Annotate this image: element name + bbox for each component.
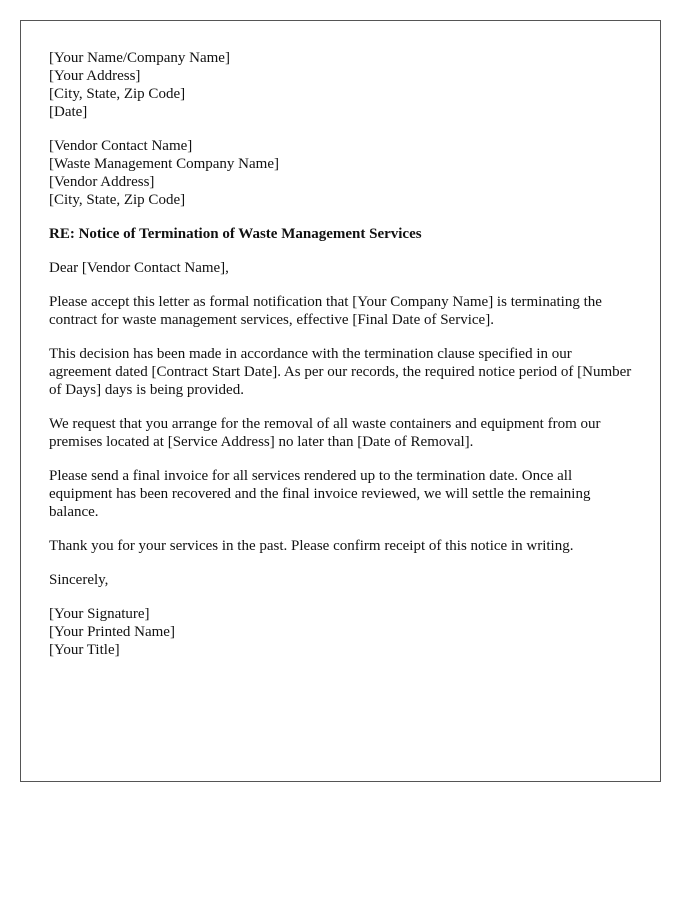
signature-block [49, 605, 632, 659]
salutation: Dear [Vendor Contact Name], [49, 260, 229, 276]
recipient-company: [Waste Management Company Name] [49, 156, 279, 172]
signer-title: [Your Title] [49, 642, 120, 658]
closing: Sincerely, [49, 572, 109, 588]
body-paragraph: Thank you for your services in the past. Please confirm receipt of this notice in writing. [49, 538, 574, 554]
body-paragraph: Please accept this letter as formal notification that [Your Company Name] is terminating the contract for waste management services, effective [Final Date of Service]. [49, 294, 602, 328]
printed-name: [Your Printed Name] [49, 624, 175, 640]
sender-address: [Your Address] [49, 68, 141, 84]
recipient-address: [Vendor Address] [49, 174, 155, 190]
recipient-block [49, 137, 632, 209]
sender-city: [City, State, Zip Code] [49, 86, 186, 102]
body-paragraph: Please send a final invoice for all services rendered up to the termination date. Once all equipment has been recovered and the final invoice reviewed, we will settle the remaining balance. [49, 468, 591, 520]
sender-block [49, 49, 632, 121]
recipient-contact: [Vendor Contact Name] [49, 138, 193, 154]
body-paragraph: This decision has been made in accordance with the termination clause specified in our agreement dated [Contract Start Date]. As per our records, the required notice period of [Number of Days] days is being provided. [49, 346, 632, 398]
letter-document [20, 20, 661, 782]
signature: [Your Signature] [49, 606, 150, 622]
body-paragraph: We request that you arrange for the removal of all waste containers and equipment from our premises located at [Service Address] no later than [Date of Removal]. [49, 416, 601, 450]
sender-name: [Your Name/Company Name] [49, 50, 230, 66]
recipient-city: [City, State, Zip Code] [49, 192, 186, 208]
letter-date: [Date] [49, 104, 88, 120]
subject-line: RE: Notice of Termination of Waste Management Services [49, 226, 422, 242]
